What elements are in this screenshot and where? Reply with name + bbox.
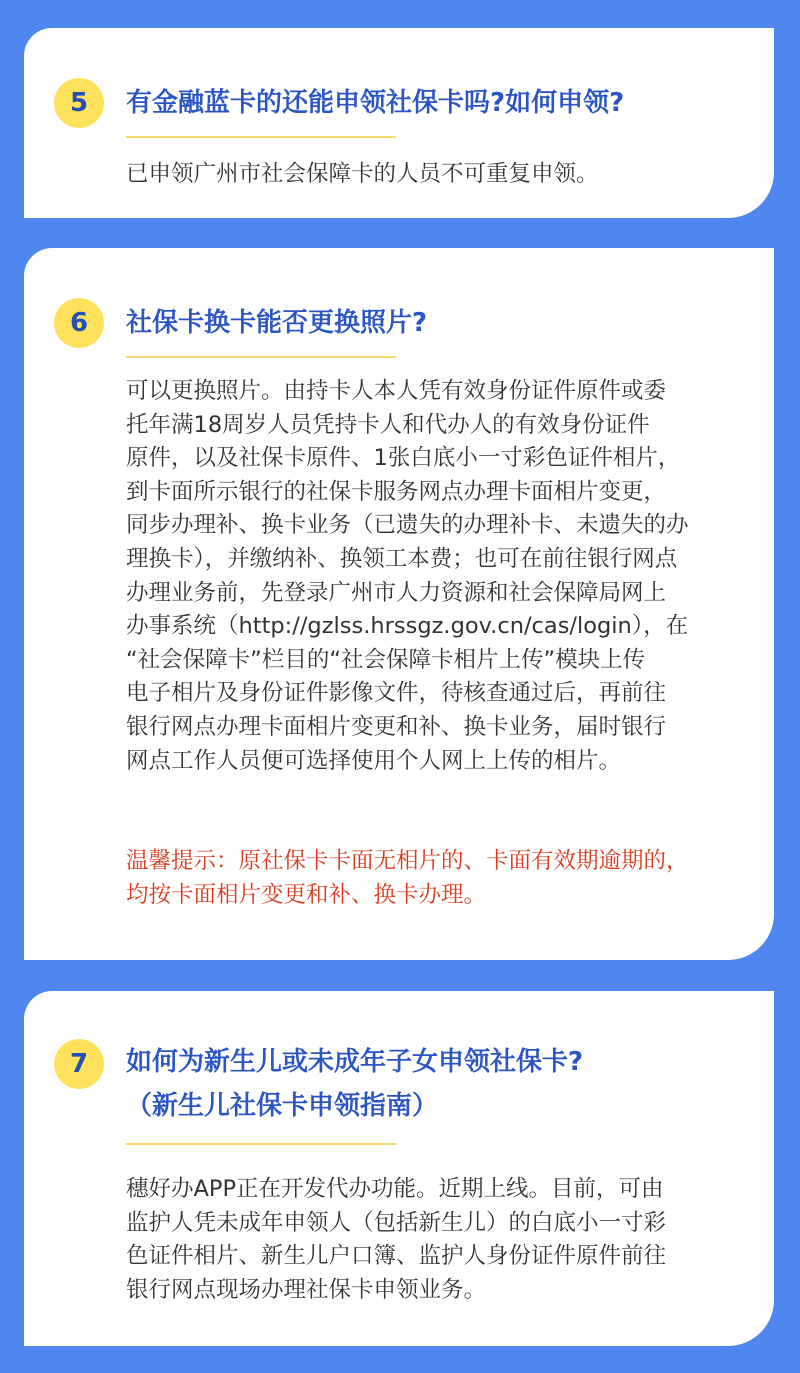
faq-card-7 — [24, 991, 774, 1346]
number-badge: 7 — [54, 1039, 104, 1089]
faq-card-6 — [24, 248, 774, 960]
answer-text: 可以更换照片。由持卡人本人凭有效身份证件原件或委 托年满18周岁人员凭持卡人和代办人的有效身份证件 原件，以及社保卡原件、1张白底小一寸彩色证件相片， 到卡面所示银行的社保卡服务网点办理卡面相片变更， 同步办理补、换卡业务（已遗失的办理补卡、未遗失的办 理换卡），并缴纳补、换领工本费；也可在前往银行网点 办理业务前，先登录广州市人力资源和社会保障局网上 办事系统（http://gzlss.hrssgz.gov.cn/cas/login），在 “社会保障卡”栏目的“社会保障卡相片上传”模块上传 电子相片及身份证件影像文件，待核查通过后，再前往 银行网点办理卡面相片变更和补、换卡业务，届时银行 网点工作人员便可选择使用个人网上上传的相片。 — [126, 378, 689, 774]
title-underline — [126, 356, 396, 358]
answer-text: 已申领广州市社会保障卡的人员不可重复申领。 — [126, 161, 599, 187]
warm-tip-text: 温馨提示：原社保卡卡面无相片的、卡面有效期逾期的， 均按卡面相片变更和补、换卡办理。 — [126, 848, 689, 908]
answer-text: 穗好办APP正在开发代办功能。近期上线。目前，可由 监护人凭未成年申领人（包括新生儿）的白底小一寸彩 色证件相片、新生儿户口簿、监护人身份证件原件前往 银行网点现场办理社保卡申领业务。 — [126, 1176, 667, 1303]
title-underline — [126, 136, 396, 138]
question-title: 如何为新生儿或未成年子女申领社保卡? （新生儿社保卡申领指南） — [126, 1047, 584, 1121]
title-underline — [126, 1143, 396, 1145]
question-title: 社保卡换卡能否更换照片? — [126, 308, 428, 338]
faq-card-5 — [24, 28, 774, 218]
question-title: 有金融蓝卡的还能申领社保卡吗?如何申领? — [126, 88, 625, 118]
number-badge: 6 — [54, 298, 104, 348]
number-badge: 5 — [54, 78, 104, 128]
